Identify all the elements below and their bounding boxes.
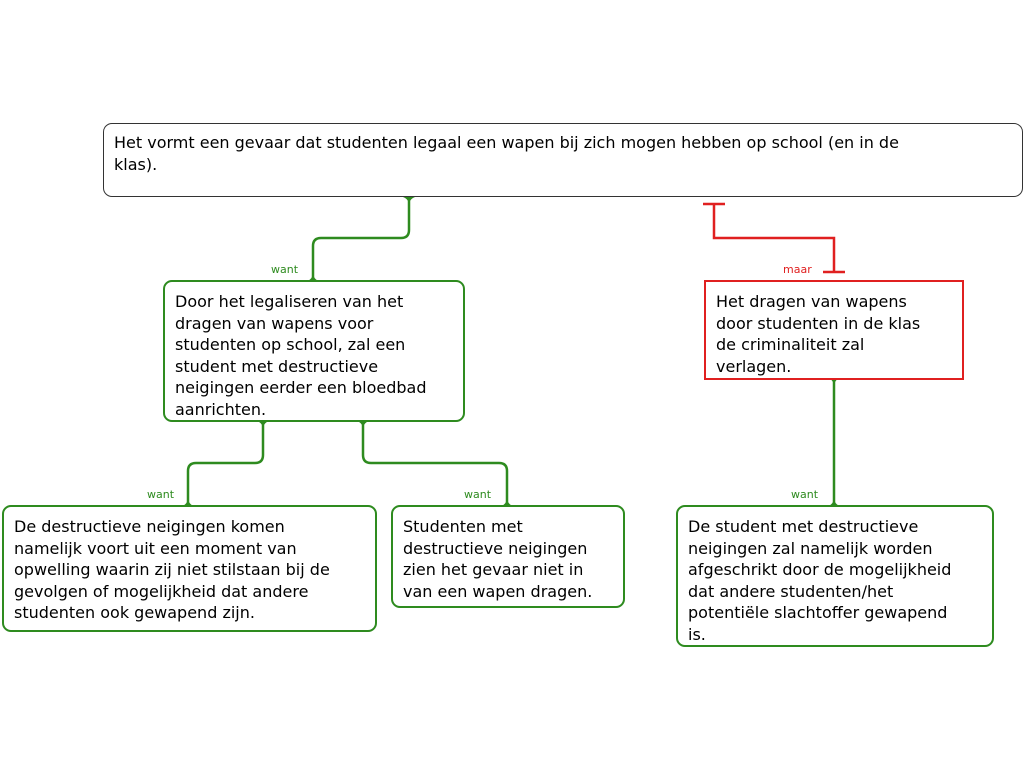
link-label-want: want bbox=[464, 488, 492, 501]
reason-box-1[interactable]: Door het legaliseren van het dragen van wapens voor studenten op school, zal een student met destructieve neigingen eerder een bloedbad aanrichten. bbox=[163, 280, 465, 422]
link-joint bbox=[357, 421, 369, 430]
support-link-root-reason1 bbox=[313, 199, 409, 280]
link-joint bbox=[257, 421, 269, 430]
claim-box-root[interactable]: Het vormt een gevaar dat studenten legaal een wapen bij zich mogen hebben op school (en in de klas). bbox=[103, 123, 1023, 197]
link-label-want: want bbox=[147, 488, 175, 501]
reason-box-1a[interactable]: De destructieve neigingen komen namelijk voort uit een moment van opwelling waarin zij niet stilstaan bij de gevolgen of mogelijkheid dat andere studenten ook gewapend zijn. bbox=[2, 505, 377, 632]
link-label-want: want bbox=[791, 488, 819, 501]
link-label-want: want bbox=[271, 263, 299, 276]
reason-box-1b[interactable]: Studenten met destructieve neigingen zien het gevaar niet in van een wapen dragen. bbox=[391, 505, 625, 608]
oppose-link-root-objection1 bbox=[714, 204, 834, 272]
link-label-maar: maar bbox=[783, 263, 812, 276]
link-joint bbox=[403, 197, 415, 206]
support-link-reason1-reason1a bbox=[188, 423, 263, 505]
reason-box-2[interactable]: De student met destructieve neigingen zal namelijk worden afgeschrikt door de mogelijkheid dat andere studenten/het potentiële slachtoffer gewapend is. bbox=[676, 505, 994, 647]
objection-box-1[interactable]: Het dragen van wapens door studenten in de klas de criminaliteit zal verlagen. bbox=[704, 280, 964, 380]
